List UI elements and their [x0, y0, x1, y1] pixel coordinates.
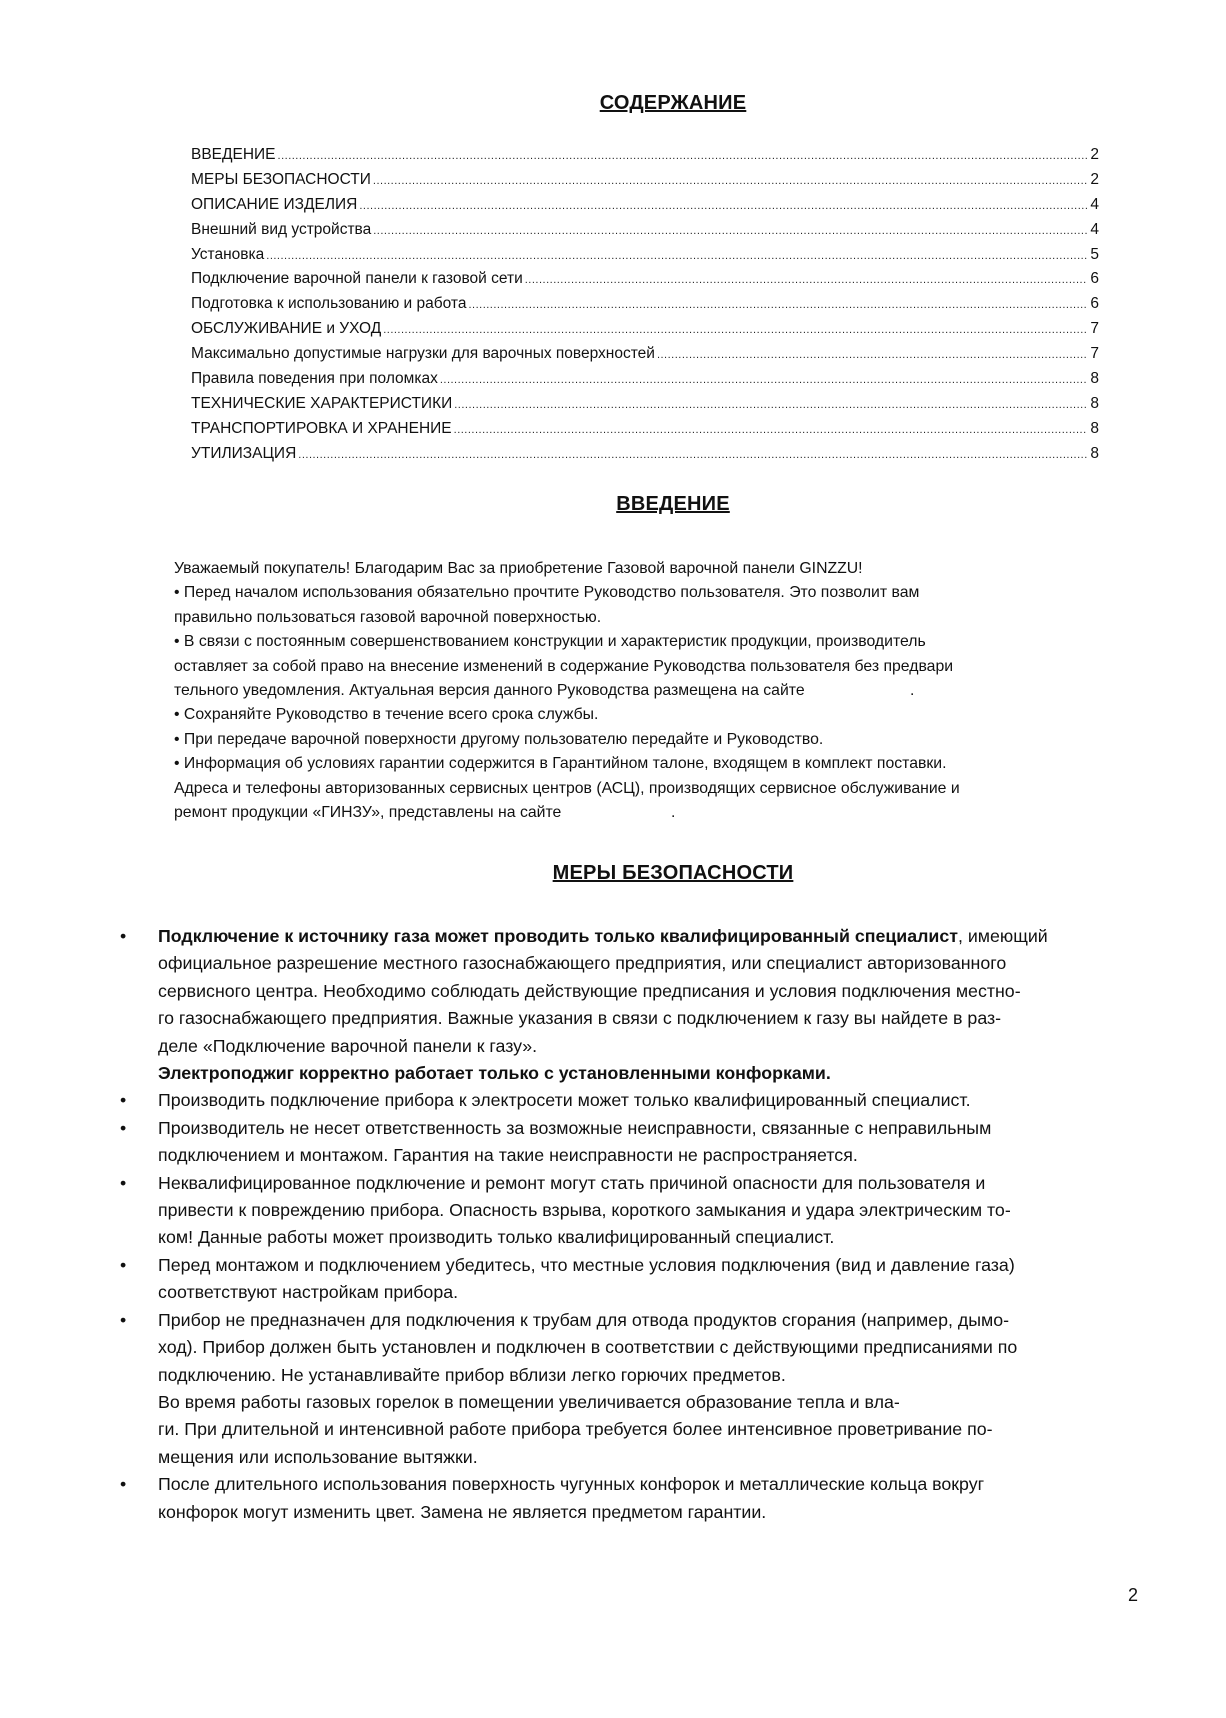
safety-line: конфорок могут изменить цвет. Замена не является предметом гарантии. — [158, 1501, 767, 1522]
toc-title: Подготовка к использованию и работа — [191, 295, 467, 313]
toc-row — [191, 367, 1099, 392]
safety-line: ги. При длительной и интенсивной работе прибора требуется более интенсивное проветривание по- — [158, 1419, 993, 1440]
toc-title: Внешний вид устройства — [191, 220, 372, 238]
safety-line: подключением и монтажом. Гарантия на такие неисправности не распространяется. — [158, 1145, 858, 1166]
safety-line: Производитель не несет ответственность за возможные неисправности, связанные с неправильным — [158, 1117, 992, 1138]
toc-page: 8 — [1090, 419, 1099, 437]
safety-line: Производить подключение прибора к электросети может только квалифицированный специалист. — [158, 1090, 971, 1111]
toc-title: Установка — [191, 245, 265, 263]
safety-line: Прибор не предназначен для подключения к трубам для отвода продуктов сгорания (например, дымо- — [158, 1309, 1010, 1330]
safety-line: сервисного центра. Необходимо соблюдать действующие предписания и условия подключения местно- — [158, 980, 1021, 1001]
toc-title: ВВЕДЕНИЕ — [191, 146, 276, 163]
toc-row — [191, 193, 1099, 218]
toc-dots — [278, 144, 1087, 169]
safety-line: Неквалифицированное подключение и ремонт могут стать причиной опасности для пользователя и — [158, 1172, 986, 1193]
toc-row — [191, 243, 1099, 268]
toc-row — [191, 143, 1099, 168]
safety-line: мещения или использование вытяжки. — [158, 1446, 478, 1467]
safety-item — [120, 1115, 1180, 1142]
intro-heading: ВВЕДЕНИЕ — [616, 493, 730, 515]
intro-line: тельного уведомления. Актуальная версия данного Руководства размещена на сайте . — [174, 682, 915, 700]
toc-dots — [657, 343, 1087, 368]
toc-title: Правила поведения при поломках — [191, 370, 438, 388]
toc-dots — [373, 219, 1087, 244]
intro-line: • При передаче варочной поверхности другому пользователю передайте и Руководство. — [174, 730, 824, 748]
toc-page: 5 — [1090, 245, 1099, 263]
safety-item — [120, 1170, 1180, 1197]
bullet: • — [120, 926, 127, 946]
safety-item — [120, 1471, 1180, 1498]
safety-line: подключению. Не устанавливайте прибор вблизи легко горючих предметов. — [158, 1364, 786, 1385]
bullet: • — [120, 1254, 127, 1275]
bullet: • — [120, 1474, 127, 1495]
toc-page: 8 — [1090, 444, 1099, 462]
toc-dots — [383, 318, 1087, 343]
bullet: • — [120, 1117, 127, 1138]
toc-row — [191, 417, 1099, 442]
bullet: • — [120, 1090, 127, 1111]
toc-dots — [525, 268, 1087, 293]
safety-item — [120, 923, 1180, 950]
toc-dots — [298, 443, 1087, 468]
intro-line: • Перед началом использования обязательно прочтите Руководство пользователя. Это позволит вам — [174, 584, 920, 602]
toc-title: ОПИСАНИЕ ИЗДЕЛИЯ — [191, 195, 358, 213]
toc-dots — [373, 169, 1087, 194]
intro-line: • В связи с постоянным совершенствованием конструкции и характеристик продукции, производитель — [174, 633, 926, 651]
bold-note: Электроподжиг корректно работает только с установленными конфорками. — [158, 1063, 831, 1084]
toc-row — [191, 317, 1099, 342]
safety-section — [120, 923, 1180, 1526]
intro-line: Уважаемый покупатель! Благодарим Вас за приобретение Газовой варочной панели GINZZU! — [174, 560, 863, 577]
intro-section — [174, 557, 1114, 825]
intro-line: правильно пользоваться газовой варочной поверхностью. — [174, 608, 602, 626]
toc-page: 6 — [1090, 270, 1099, 288]
toc-dots — [266, 244, 1087, 269]
toc-row — [191, 292, 1099, 317]
safety-line: ком! Данные работы может производить только квалифицированный специалист. — [158, 1227, 835, 1248]
toc-row — [191, 168, 1099, 193]
toc-title: МЕРЫ БЕЗОПАСНОСТИ — [191, 170, 371, 188]
safety-line: соответствуют настройкам прибора. — [158, 1282, 459, 1303]
toc-page: 8 — [1090, 370, 1099, 388]
bullet: • — [120, 1309, 127, 1330]
toc-page: 4 — [1090, 195, 1099, 213]
toc-dots — [454, 393, 1087, 418]
toc-dots — [468, 293, 1087, 318]
toc-title: ТРАНСПОРТИРОВКА И ХРАНЕНИЕ — [191, 419, 452, 437]
safety-item — [120, 1252, 1180, 1279]
safety-line: Во время работы газовых горелок в помещении увеличивается образование тепла и вла- — [158, 1391, 900, 1412]
toc-page: 2 — [1090, 146, 1099, 163]
safety-line: привести к повреждению прибора. Опасность взрыва, короткого замыкания и удара электрическим то- — [158, 1200, 1011, 1221]
intro-line: Адреса и телефоны авторизованных сервисных центров (АСЦ), производящих сервисное обслуживание и — [174, 779, 960, 797]
toc-row — [191, 218, 1099, 243]
toc-title: Подключение варочной панели к газовой сети — [191, 270, 523, 288]
safety-item — [120, 1087, 1180, 1114]
toc-dots — [440, 368, 1087, 393]
toc-title: ТЕХНИЧЕСКИЕ ХАРАКТЕРИСТИКИ — [191, 394, 453, 412]
toc-row — [191, 442, 1099, 467]
toc-dots — [359, 194, 1087, 219]
toc-row — [191, 342, 1099, 367]
bold-lead: Подключение к источнику газа может проводить только квалифицированный специалист — [158, 926, 958, 946]
toc-heading: СОДЕРЖАНИЕ — [599, 92, 747, 114]
safety-line: Перед монтажом и подключением убедитесь, что местные условия подключения (вид и давление газа) — [158, 1254, 1015, 1275]
toc-page: 7 — [1090, 345, 1099, 363]
toc-page: 7 — [1090, 320, 1099, 338]
table-of-contents — [191, 143, 1099, 467]
safety-text: , имеющий — [957, 926, 1048, 946]
toc-row — [191, 267, 1099, 292]
safety-heading: МЕРЫ БЕЗОПАСНОСТИ — [552, 862, 794, 884]
intro-line: оставляет за собой право на внесение изменений в содержание Руководства пользователя без предвари — [174, 657, 954, 675]
toc-title: Максимально допустимые нагрузки для варочных поверхностей — [191, 345, 655, 363]
intro-line: ремонт продукции «ГИНЗУ», представлены на сайте . — [174, 804, 676, 822]
toc-title: УТИЛИЗАЦИЯ — [191, 444, 297, 462]
toc-page: 2 — [1090, 170, 1099, 188]
safety-item — [120, 1307, 1180, 1334]
toc-dots — [454, 418, 1087, 443]
toc-row — [191, 392, 1099, 417]
toc-page: 6 — [1090, 295, 1099, 313]
toc-page: 4 — [1090, 220, 1099, 238]
safety-line: После длительного использования поверхность чугунных конфорок и металлические кольца вокруг — [158, 1474, 985, 1495]
intro-line: • Информация об условиях гарантии содержится в Гарантийном талоне, входящем в комплект поставки. — [174, 755, 947, 773]
safety-line: деле «Подключение варочной панели к газу». — [158, 1035, 538, 1056]
intro-line: • Сохраняйте Руководство в течение всего срока службы. — [174, 706, 599, 724]
safety-line: официальное разрешение местного газоснабжающего предприятия, или специалист авторизованного — [158, 953, 1007, 974]
toc-page: 8 — [1090, 394, 1099, 412]
toc-title: ОБСЛУЖИВАНИЕ и УХОД — [191, 320, 382, 338]
page-number: 2 — [1128, 1585, 1139, 1605]
bullet: • — [120, 1172, 127, 1193]
safety-line: го газоснабжающего предприятия. Важные указания в связи с подключением к газу вы найдете в раз- — [158, 1008, 1002, 1029]
safety-line: ход). Прибор должен быть установлен и подключен в соответствии с действующими предписаниями по — [158, 1337, 1018, 1358]
